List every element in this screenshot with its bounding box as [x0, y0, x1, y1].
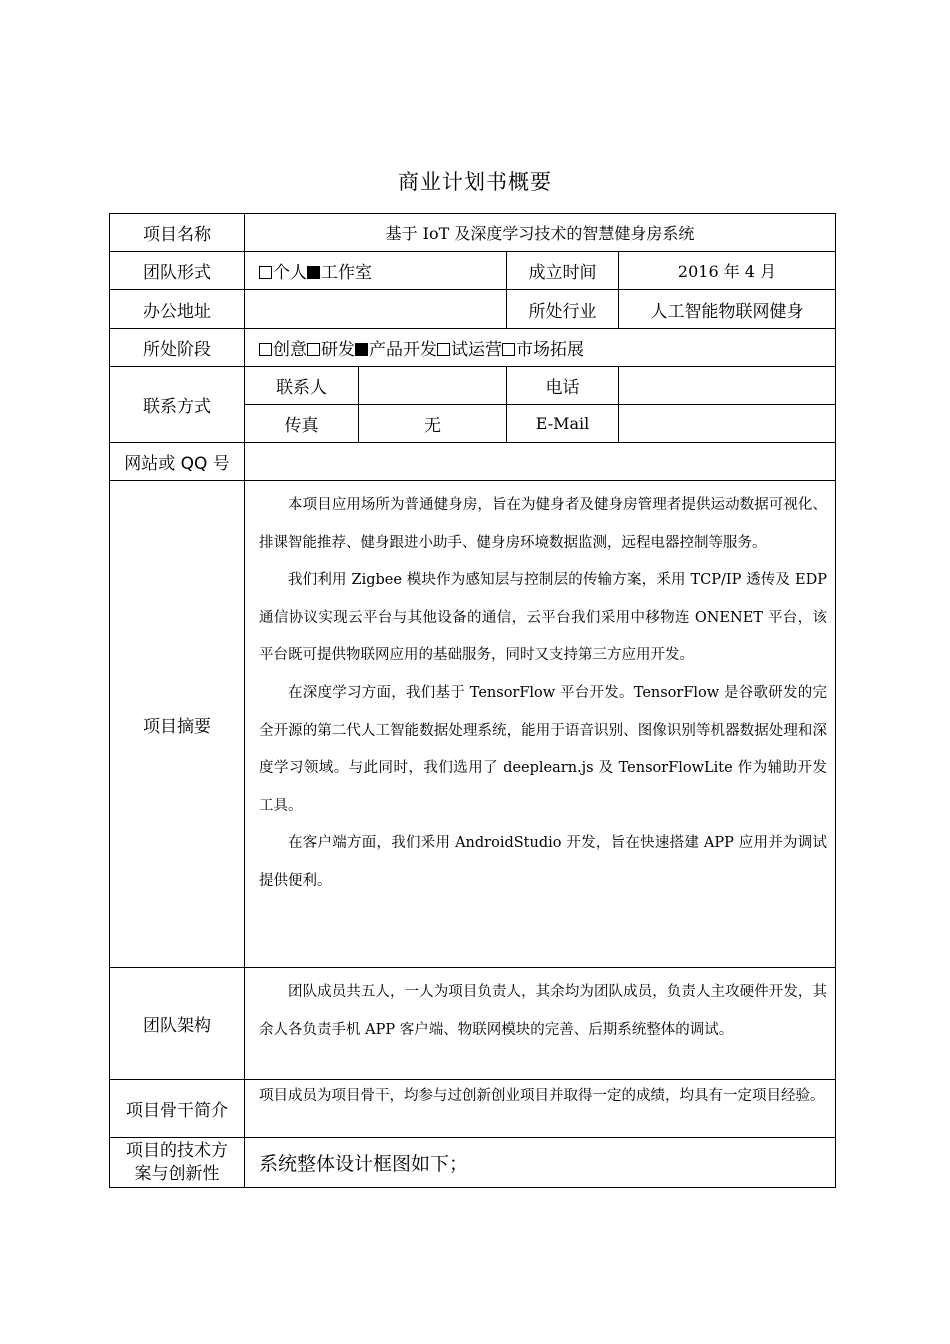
- tech-label-line2: 案与创新性: [134, 1163, 220, 1184]
- summary-paragraph: 在深度学习方面，我们基于 TensorFlow 平台开发。TensorFlow 是谷歌研发的完全开源的第二代人工智能数据处理系统，能用于语音识别、图像识别等机器数据处理和深度学习领域。与此同时，我们选用了 deeplearn.js 及 TensorFlowLite 作为辅助开发工具。: [259, 684, 827, 814]
- website-label: 网站或 QQ 号: [110, 443, 245, 481]
- summary-content: [245, 481, 836, 968]
- row-website: [110, 443, 836, 481]
- row-project-name: [110, 214, 836, 252]
- summary-label: 项目摘要: [110, 481, 245, 968]
- team-structure-label: 团队架构: [110, 968, 245, 1080]
- tech-label: [110, 1138, 245, 1188]
- option-idea[interactable]: 创意: [259, 340, 307, 360]
- phone-value: [619, 367, 836, 405]
- option-product-dev[interactable]: 产品开发: [355, 340, 437, 360]
- business-plan-table: [109, 213, 836, 1188]
- backbone-content: [245, 1080, 836, 1138]
- team-form-label: 团队形式: [110, 252, 245, 290]
- row-contact-1: [110, 367, 836, 405]
- industry-value: 人工智能物联网健身: [619, 290, 836, 329]
- stage-options: [245, 329, 836, 367]
- checkbox-rnd[interactable]: [307, 343, 320, 356]
- team-structure-text: 团队成员共五人，一人为项目负责人，其余均为团队成员，负责人主攻硬件开发，其余人各负责手机 APP 客户端、物联网模块的完善、后期系统整体的调试。: [259, 984, 827, 1038]
- row-tech: [110, 1138, 836, 1188]
- row-backbone: [110, 1080, 836, 1138]
- contact-person-label: 联系人: [245, 367, 359, 405]
- row-team-structure: [110, 968, 836, 1080]
- team-structure-content: [245, 968, 836, 1080]
- row-stage: [110, 329, 836, 367]
- email-label: E-Mail: [507, 405, 619, 443]
- fax-label: 传真: [245, 405, 359, 443]
- team-form-options: [245, 252, 507, 290]
- checkbox-market[interactable]: [502, 343, 515, 356]
- stage-label: 所处阶段: [110, 329, 245, 367]
- summary-paragraph: 我们利用 Zigbee 模块作为感知层与控制层的传输方案，釆用 TCP/IP 透传及 EDP 通信协议实现云平台与其他设备的通信，云平台我们采用中移物连 ONENET 平台，该平台既可提供物联网应用的基础服务，同时又支持第三方应用开发。: [259, 572, 827, 664]
- option-individual[interactable]: 个人: [259, 263, 307, 283]
- founded-label: 成立时间: [507, 252, 619, 290]
- backbone-label: 项目骨干简介: [110, 1080, 245, 1138]
- row-summary: [110, 481, 836, 968]
- project-name-label: 项目名称: [110, 214, 245, 252]
- contact-label: 联系方式: [110, 367, 245, 443]
- office-value: [245, 290, 507, 329]
- document-title: 商业计划书概要: [398, 170, 552, 194]
- fax-value: 无: [359, 405, 507, 443]
- option-studio[interactable]: 工作室: [307, 263, 372, 283]
- checkbox-idea[interactable]: [259, 343, 272, 356]
- checkbox-individual[interactable]: [259, 266, 272, 279]
- backbone-text: 项目成员为项目骨干，均参与过创新创业项目并取得一定的成绩，均具有一定项目经验。: [259, 1088, 825, 1104]
- row-team-form: [110, 252, 836, 290]
- checkbox-trial[interactable]: [437, 343, 450, 356]
- row-office: [110, 290, 836, 329]
- summary-paragraph: 在客户端方面，我们釆用 AndroidStudio 开发，旨在快速搭建 APP 应用并为调试提供便利。: [259, 835, 827, 889]
- checkbox-product-dev[interactable]: [355, 343, 368, 356]
- project-name-value: 基于 IoT 及深度学习技术的智慧健身房系统: [245, 214, 836, 252]
- email-value: [619, 405, 836, 443]
- website-value: [245, 443, 836, 481]
- checkbox-studio[interactable]: [307, 266, 320, 279]
- summary-paragraph: 本项目应用场所为普通健身房，旨在为健身者及健身房管理者提供运动数据可视化、排课智能推荐、健身跟进小助手、健身房环境数据监测，远程电器控制等服务。: [259, 497, 827, 551]
- contact-person-value: [359, 367, 507, 405]
- tech-label-line1: 项目的技术方: [126, 1140, 228, 1161]
- industry-label: 所处行业: [507, 290, 619, 329]
- option-market[interactable]: 市场拓展: [502, 340, 584, 360]
- tech-text: 系统整体设计框图如下；: [245, 1138, 836, 1188]
- option-trial[interactable]: 试运营: [437, 340, 502, 360]
- office-label: 办公地址: [110, 290, 245, 329]
- founded-value: 2016 年 4 月: [619, 252, 836, 290]
- phone-label: 电话: [507, 367, 619, 405]
- option-rnd[interactable]: 研发: [307, 340, 355, 360]
